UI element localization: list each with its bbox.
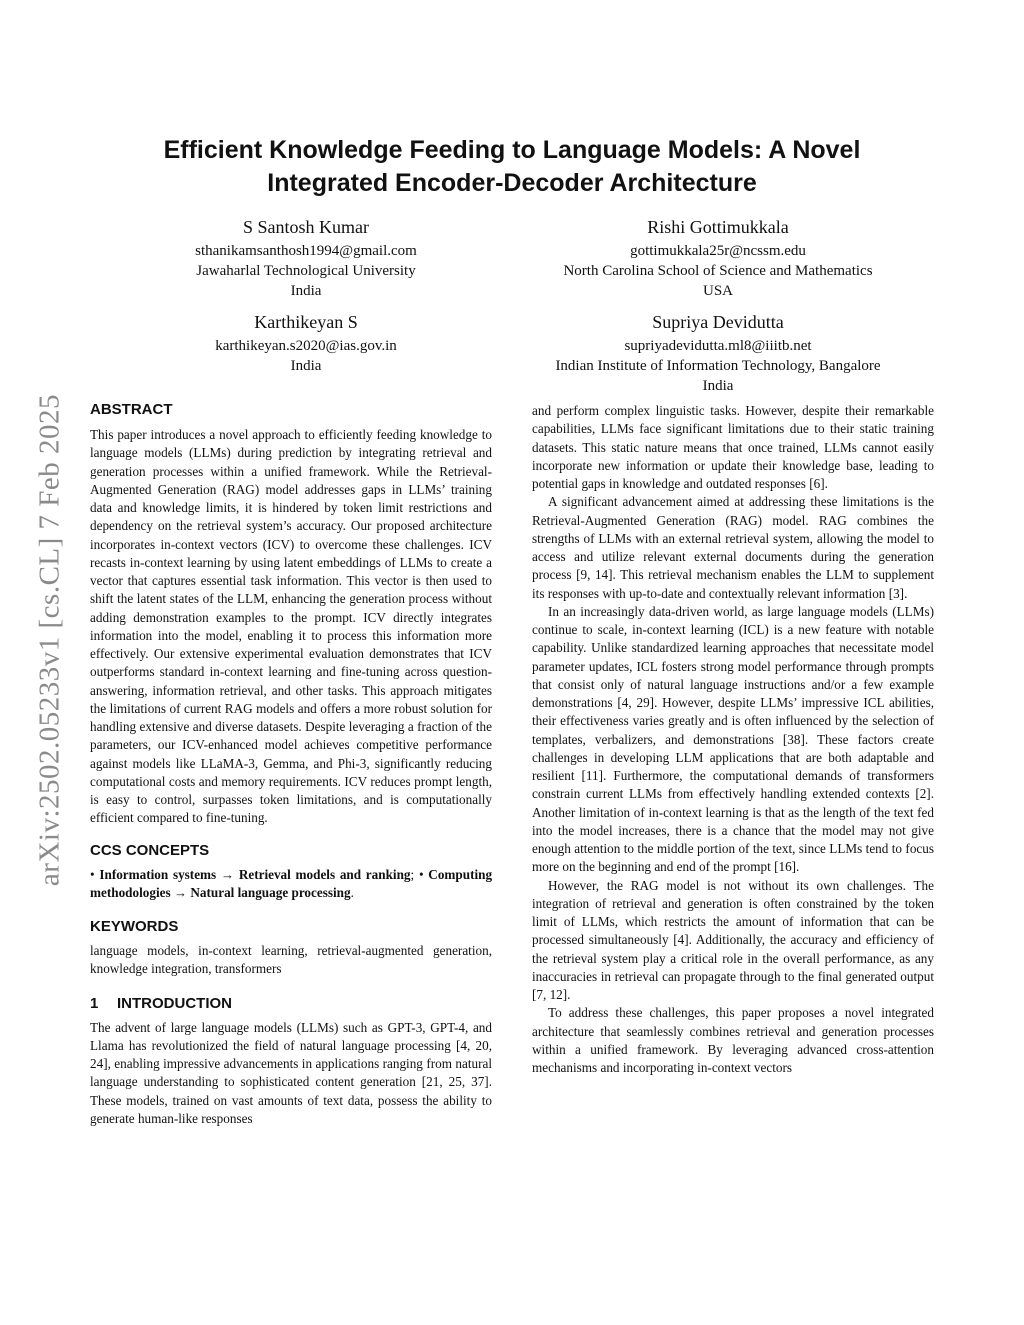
- author-block-3: [110, 311, 502, 376]
- author-country: India: [290, 358, 322, 374]
- ccs-concept: Retrieval models and ranking: [238, 866, 411, 882]
- ccs-concept: Computing methodologies: [90, 866, 493, 900]
- paragraph: However, the RAG model is not without its own challenges. The integration of retrieval and generation is often constrained by the token limit of LLMs, which restricts the amount of information that can be processed simultaneously [4]. Additionally, the accuracy and efficiency of the retrieval system play a critical role in the overall performance, as any inaccuracies in retrieval can propagate through to the final generated output [7, 12].: [532, 877, 934, 1002]
- author-country: India: [702, 378, 734, 394]
- left-column: [90, 401, 492, 1128]
- right-column: [532, 402, 934, 1077]
- title-line-1: Efficient Knowledge Feeding to Language Models: A Novel: [163, 136, 861, 164]
- arxiv-identifier: arXiv:2502.05233v1 [cs.CL] 7 Feb 2025: [33, 393, 66, 887]
- section-title: INTRODUCTION: [117, 994, 232, 1012]
- paragraph: To address these challenges, this paper proposes a novel integrated architecture that seamlessly combines retrieval and generation processes within a unified framework. By leveraging advanced cross-attention mechanisms and incorporating in-context vectors: [532, 1005, 934, 1075]
- keywords-heading: KEYWORDS: [90, 918, 179, 935]
- paragraph: A significant advancement aimed at addressing these limitations is the Retrieval-Augmented Generation (RAG) model. RAG combines the strengths of LLMs with an external retrieval system, allowing the model to access and utilize relevant external documents during the generation process [9, 14]. This retrieval mechanism enables the LLM to supplement its responses with up-to-date and contextually relevant information [3].: [532, 494, 934, 601]
- author-name: Karthikeyan S: [254, 312, 358, 332]
- author-name: S Santosh Kumar: [243, 217, 369, 237]
- author-email: karthikeyan.s2020@ias.gov.in: [215, 338, 397, 354]
- ccs-concepts: [90, 866, 492, 903]
- bullet: •: [90, 866, 95, 882]
- author-email: sthanikamsanthosh1994@gmail.com: [195, 243, 417, 259]
- author-name: Rishi Gottimukkala: [647, 217, 789, 237]
- ccs-heading: CCS CONCEPTS: [90, 841, 210, 859]
- paragraph: and perform complex linguistic tasks. However, despite their remarkable capabilities, LLMs face significant limitations due to their static training datasets. This static nature means that once trained, LLMs cannot easily incorporate new information or update their knowledge base, leading to potential gaps in knowledge and outdated responses [6].: [532, 403, 934, 491]
- author-email: supriyadevidutta.ml8@iiitb.net: [624, 338, 812, 354]
- author-email: gottimukkala25r@ncssm.edu: [630, 243, 806, 259]
- title-line-2: Integrated Encoder-Decoder Architecture: [267, 169, 757, 197]
- arrow: →: [173, 884, 188, 900]
- author-country: USA: [702, 283, 733, 299]
- paragraph: In an increasingly data-driven world, as large language models (LLMs) continue to scale, in-context learning (ICL) is a new feature with notable capability. Unlike standardized learning approaches that necessitate model parameter updates, ICL fosters strong model performance through prompts that consist only of natural language instructions and/or a few example demonstrations [4, 29]. However, despite LLMs’ impressive ICL abilities, their effectiveness varies greatly and is often influenced by the selection of templates, verbalizers, and demonstrations [38]. These factors create challenges in developing LLM applications that are both adaptable and resilient [11]. Furthermore, the computational demands of transformers constrain current LLMs from effectively handling extended contexts [2]. Another limitation of in-context learning is that as the length of the text fed into the model increases, there is a chance that the model may not give enough attention to the middle portion of the text, since LLMs tend to focus more on the beginning and end of the prompt [16].: [532, 603, 934, 875]
- author-block-1: [110, 216, 502, 301]
- introduction-heading: [90, 995, 492, 1013]
- ccs-concept: Natural language processing: [190, 884, 351, 900]
- section-number: 1: [90, 994, 99, 1012]
- bullet: •: [418, 866, 424, 882]
- author-affiliation: Jawaharlal Technological University: [196, 263, 416, 279]
- period: .: [350, 884, 354, 900]
- author-affiliation: North Carolina School of Science and Mathematics: [563, 263, 873, 279]
- author-block-4: [512, 311, 924, 396]
- abstract-text: This paper introduces a novel approach to efficiently feeding knowledge to language models (LLMs) during prediction by integrating retrieval and generation processes within a unified framework. While the Retrieval-Augmented Generation (RAG) model addresses gaps in LLMs’ training data and knowledge limits, it is hindered by token limit restrictions and dependency on the retrieval system’s accuracy. Our proposed architecture incorporates in-context vectors (ICV) to overcome these challenges. ICV recasts in-context learning by using latent embeddings of LLMs to create a vector that captures essential task information. This vector is then used to shift the latent states of the LLM, enhancing the generation process without adding demonstration examples to the prompt. ICV directly integrates information into the model, enabling it to process this information more effectively. Our extensive experimental evaluation demonstrates that ICV outperforms standard in-context learning and fine-tuning across question-answering, information retrieval, and other tasks. This approach mitigates the limitations of current RAG models and offers a more robust solution for handling extensive and diverse datasets. Despite leveraging a fraction of the parameters, our ICV-enhanced model achieves competitive performance against models like LLaMA-3, Gemma, and Phi-3, significantly reducing computational costs and memory requirements. ICV reduces prompt length, is easy to control, surpasses token limitations, and is computationally efficient compared to fine-tuning.: [90, 427, 492, 826]
- separator: ;: [410, 866, 415, 882]
- author-country: India: [290, 283, 322, 299]
- arrow: →: [220, 866, 235, 882]
- ccs-concept: Information systems: [99, 866, 217, 882]
- intro-paragraph-1: The advent of large language models (LLMs) such as GPT-3, GPT-4, and Llama has revolutionized the field of natural language processing [4, 20, 24], enabling impressive advancements in applications ranging from natural language understanding to sophisticated content generation [21, 25, 37]. These models, trained on vast amounts of text data, possess the ability to generate human-like responses: [90, 1019, 492, 1126]
- paper-title: [90, 134, 934, 200]
- keywords-text: language models, in-context learning, retrieval-augmented generation, knowledge integration, transformers: [90, 943, 492, 977]
- author-name: Supriya Devidutta: [652, 312, 784, 332]
- author-block-2: [512, 216, 924, 301]
- abstract-heading: ABSTRACT: [90, 401, 173, 418]
- author-affiliation: Indian Institute of Information Technology, Bangalore: [555, 358, 881, 374]
